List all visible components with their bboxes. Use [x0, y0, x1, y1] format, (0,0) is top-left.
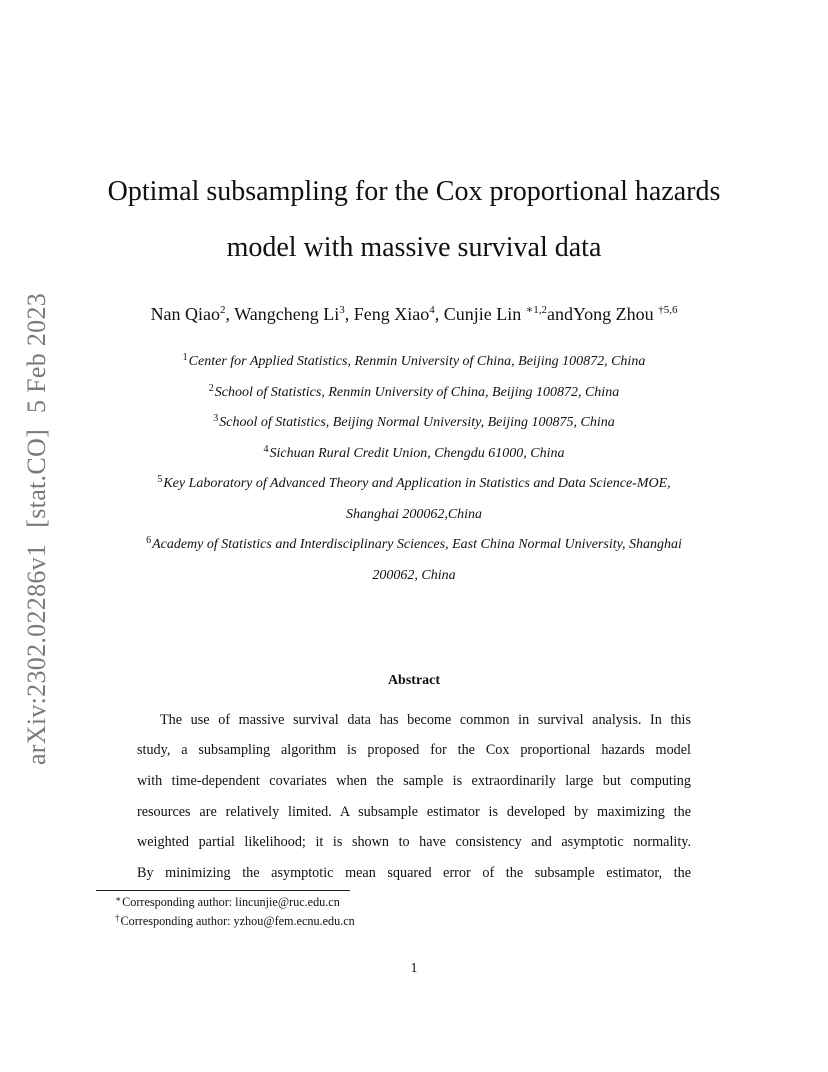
abstract-line: weighted partial likelihood; it is shown to have consistency and asymptotic normality. — [137, 834, 691, 850]
affiliation-number: 1 — [182, 352, 188, 363]
affiliation-2 — [90, 383, 738, 400]
footnote-text: Corresponding author: yzhou@fem.ecnu.edu.cn — [120, 914, 355, 928]
arxiv-id: arXiv:2302.02286v1 — [22, 543, 51, 766]
abstract-line: By minimizing the asymptotic mean squared error of the subsample estimator, the — [137, 865, 691, 881]
author-list — [60, 305, 768, 323]
author-affiliation-mark: 4 — [429, 304, 435, 316]
arxiv-date: 5 Feb 2023 — [22, 292, 51, 413]
abstract-line: with time-dependent covariates when the sample is extraordinarily large but computing — [137, 773, 691, 789]
footnote-rule — [96, 890, 350, 891]
footnote-corresponding-author-1 — [115, 896, 340, 908]
affiliation-4 — [90, 444, 738, 461]
footnote-mark: ∗ — [115, 894, 122, 904]
paper-title-line-1: Optimal subsampling for the Cox proportional hazards — [107, 176, 721, 207]
footnote-text: Corresponding author: lincunjie@ruc.edu.cn — [122, 895, 340, 909]
author-name: Wangcheng Li — [234, 304, 340, 324]
abstract-heading: Abstract — [387, 673, 441, 688]
author-name: Yong Zhou — [572, 304, 659, 324]
abstract-line: study, a subsampling algorithm is proposed for the Cox proportional hazards model — [137, 742, 691, 758]
affiliation-number: 6 — [146, 535, 152, 546]
affiliation-5-continuation: Shanghai 200062,China — [345, 507, 483, 522]
affiliation-text: Key Laboratory of Advanced Theory and Application in Statistics and Data Science-MOE, — [163, 476, 671, 491]
affiliation-6 — [60, 535, 768, 552]
affiliation-text: Sichuan Rural Credit Union, Chengdu 61000, China — [269, 446, 565, 461]
footnote-corresponding-author-2 — [115, 915, 355, 927]
affiliation-text: School of Statistics, Renmin University of China, Beijing 100872, China — [214, 385, 620, 400]
footnote-mark: † — [115, 913, 120, 923]
author-separator: and — [546, 304, 573, 324]
arxiv-stamp — [22, 293, 52, 765]
affiliation-3 — [90, 413, 738, 430]
affiliation-number: 4 — [263, 444, 269, 455]
paper-title-line-2: model with massive survival data — [226, 232, 602, 263]
page-number: 1 — [410, 961, 418, 976]
arxiv-category: [stat.CO] — [22, 428, 51, 528]
affiliation-1 — [90, 352, 738, 369]
author-affiliation-mark: ∗1,2 — [525, 304, 547, 316]
author-affiliation-mark: †5,6 — [658, 304, 678, 316]
author-name: Feng Xiao — [353, 304, 430, 324]
abstract-line: resources are relatively limited. A subsample estimator is developed by maximizing the — [137, 804, 691, 820]
author-separator: , — [344, 304, 354, 324]
affiliation-text: Center for Applied Statistics, Renmin University of China, Beijing 100872, China — [188, 354, 646, 369]
affiliation-number: 2 — [208, 383, 214, 394]
author-affiliation-mark: 3 — [339, 304, 345, 316]
affiliation-number: 5 — [157, 474, 163, 485]
affiliation-text: Academy of Statistics and Interdisciplinary Sciences, East China Normal University, Shanghai — [152, 537, 682, 552]
author-separator: , — [434, 304, 444, 324]
author-affiliation-mark: 2 — [220, 304, 226, 316]
author-name: Cunjie Lin — [443, 304, 526, 324]
affiliation-5 — [90, 474, 738, 491]
author-separator: , — [225, 304, 235, 324]
affiliation-text: School of Statistics, Beijing Normal University, Beijing 100875, China — [219, 415, 615, 430]
abstract-line: The use of massive survival data has become common in survival analysis. In this — [160, 712, 691, 728]
affiliation-6-continuation: 200062, China — [372, 568, 456, 583]
author-name: Nan Qiao — [150, 304, 221, 324]
affiliation-number: 3 — [213, 413, 219, 424]
